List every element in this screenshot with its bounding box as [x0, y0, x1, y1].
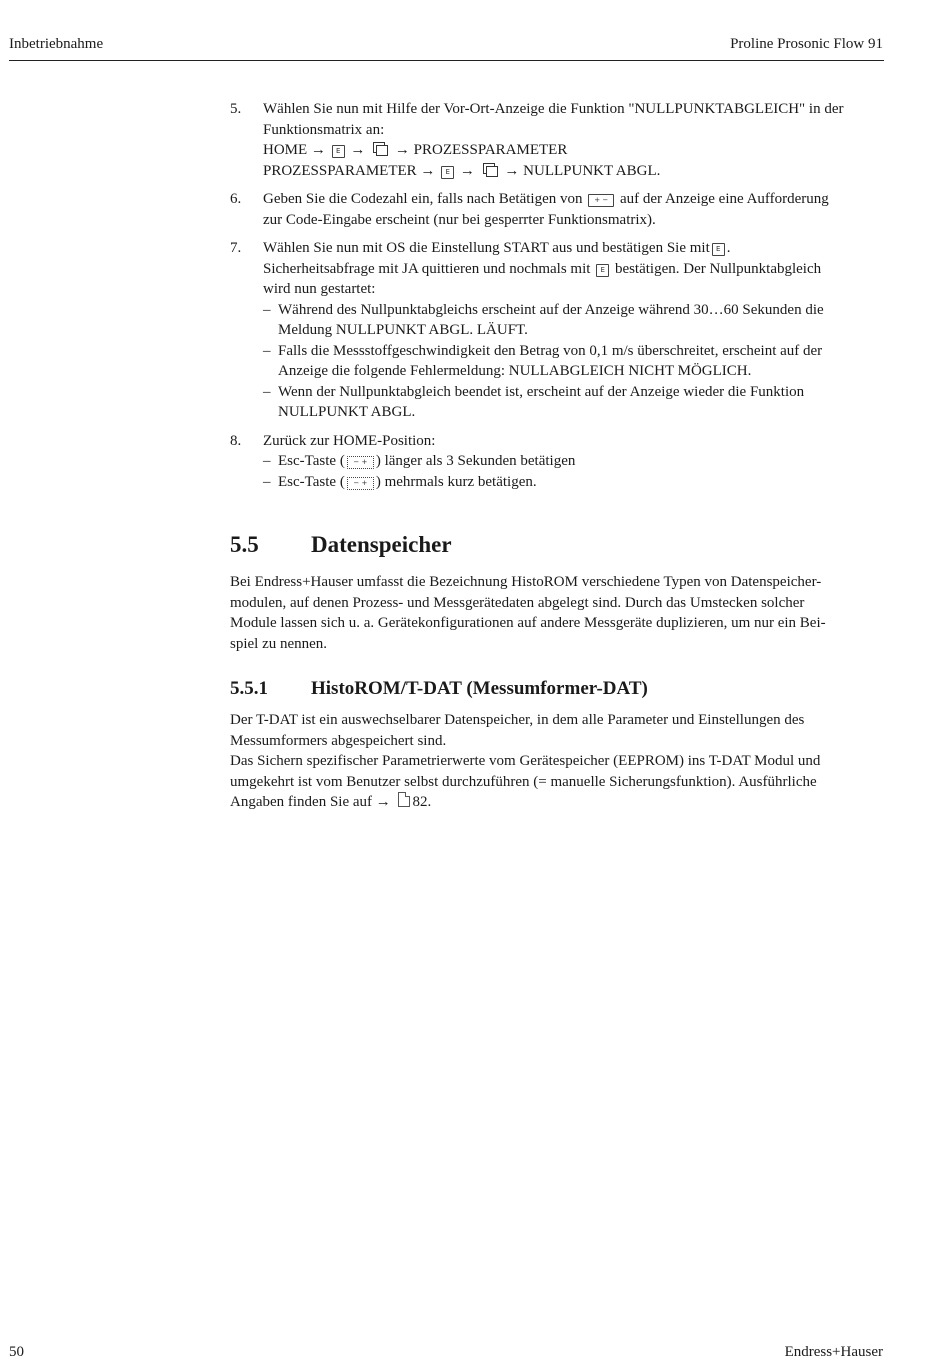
- header-product-name: Proline Prosonic Flow 91: [730, 36, 883, 52]
- esc-key-icon: − +: [347, 477, 374, 490]
- enter-key-icon: E: [596, 264, 609, 277]
- esc-key-icon: − +: [347, 456, 374, 469]
- step-text: Wählen Sie nun mit OS die Einstellung START aus und bestätigen Sie mit: [263, 240, 710, 256]
- step-text-line: Funktionsmatrix an:: [263, 121, 385, 138]
- path-end: PROZESSPARAMETER: [413, 142, 568, 158]
- step-number: 5.: [230, 101, 242, 117]
- section-paragraph: Bei Endress+Hauser umfasst die Bezeichnung HistoROM verschiedene Typen von Datenspeicher- modulen, auf denen Prozess- und Messgerätedaten abgelegt sind. Durch das Umstecken solcher Module lassen sich u. a. Gerätekonfigurationen auf andere Messgeräte duplizieren, um nur ein Bei- spiel zu nennen.: [230, 574, 826, 652]
- section-heading-5-5: [230, 532, 885, 558]
- arrow-icon: →: [375, 794, 391, 810]
- list-item: – Esc-Taste ( − + ) länger als 3 Sekunden betätigen: [263, 451, 885, 472]
- step-text-line: Zurück zur HOME-Position:: [263, 432, 436, 449]
- main-content: [230, 99, 885, 813]
- dash-bullet: –: [263, 342, 271, 359]
- arrow-icon: →: [394, 142, 410, 158]
- section-heading-5-5-1: [230, 678, 885, 700]
- arrow-icon: →: [420, 162, 436, 179]
- step-text-line: wird nun gestartet:: [263, 281, 376, 297]
- step-8: [230, 431, 885, 493]
- header-section-title: Inbetriebnahme: [9, 36, 104, 52]
- page-reference: 82.: [412, 794, 432, 810]
- step-number: 8.: [230, 432, 242, 449]
- step-text: .: [726, 240, 731, 256]
- subsection-number: 5.5.1: [230, 678, 268, 699]
- arrow-icon: →: [310, 142, 326, 158]
- step-number: 6.: [230, 191, 242, 207]
- step-text-line: zur Code-Eingabe erscheint (nur bei gesperrter Funktionsmatrix).: [263, 211, 656, 228]
- dash-bullet: –: [263, 383, 271, 400]
- list-item: – Während des Nullpunktabgleichs erscheint auf der Anzeige während 30…60 Sekunden die Meldung NULLPUNKT ABGL. LÄUFT.: [263, 301, 824, 338]
- menu-block-icon: [373, 142, 387, 155]
- header-divider: [9, 60, 884, 61]
- step-6: [230, 189, 885, 230]
- footer-brand: Endress+Hauser: [784, 1344, 883, 1360]
- step-text: bestätigen. Der Nullpunktabgleich: [614, 260, 822, 277]
- enter-key-icon: E: [441, 166, 454, 179]
- step-5: [230, 99, 885, 181]
- dash-bullet: –: [263, 473, 271, 490]
- plus-minus-key-icon: + −: [588, 194, 614, 207]
- path-start: PROZESSPARAMETER: [263, 162, 417, 179]
- menu-path-1: [263, 140, 885, 161]
- dash-bullet: –: [263, 301, 271, 318]
- section-number: 5.5: [230, 532, 259, 557]
- list-item: – Falls die Messstoffgeschwindigkeit den Betrag von 0,1 m/s überschreitet, erscheint auf der Anzeige die folgende Fehlermeldung: NULLABGLEICH NICHT MÖGLICH.: [263, 342, 823, 379]
- arrow-icon: →: [504, 162, 520, 179]
- dash-bullet: –: [263, 453, 271, 469]
- arrow-icon: →: [350, 142, 366, 158]
- step-7: [230, 238, 885, 423]
- arrow-icon: →: [459, 162, 475, 179]
- step-text: Geben Sie die Codezahl ein, falls nach Betätigen von: [263, 191, 583, 207]
- subsection-paragraph: Der T-DAT ist ein auswechselbarer Datenspeicher, in dem alle Parameter und Einstellungen des Messumformers abgespeichert sind. Das Sichern spezifischer Parametrierwerte vom Gerätespeicher (EEPROM) ins T-DAT Modul und umgekehrt ist vom Benutzer selbst durchzuführen (= manuelle Sicherungsfunktion). Ausführliche Angaben finden Sie auf → 82.: [230, 712, 821, 810]
- section-title: Datenspeicher: [311, 532, 452, 557]
- menu-path-2: [263, 161, 885, 182]
- path-end: NULLPUNKT ABGL.: [523, 162, 661, 179]
- step-number: 7.: [230, 240, 242, 256]
- menu-block-icon: [483, 163, 497, 176]
- subsection-title: HistoROM/T-DAT (Messumformer-DAT): [311, 678, 648, 699]
- list-item: – Wenn der Nullpunktabgleich beendet ist, erscheint auf der Anzeige wieder die Funktion NULLPUNKT ABGL.: [263, 383, 805, 420]
- page-number: 50: [9, 1344, 24, 1360]
- path-start: HOME: [263, 142, 308, 158]
- enter-key-icon: E: [712, 243, 725, 256]
- step-text: auf der Anzeige eine Aufforderung: [619, 191, 829, 207]
- enter-key-icon: E: [332, 145, 345, 158]
- list-item: – Esc-Taste ( − + ) mehrmals kurz betätigen.: [263, 472, 885, 493]
- page-reference-icon: [398, 792, 410, 807]
- step-text-line: Wählen Sie nun mit Hilfe der Vor-Ort-Anzeige die Funktion "NULLPUNKTABGLEICH" in der: [263, 101, 844, 117]
- step-text: Sicherheitsabfrage mit JA quittieren und nochmals mit: [263, 260, 591, 277]
